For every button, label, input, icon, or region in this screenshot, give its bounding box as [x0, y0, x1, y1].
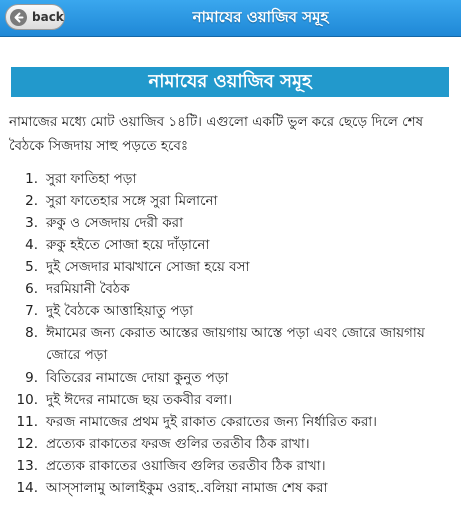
list-item: [0, 322, 461, 367]
list-item: [0, 168, 461, 190]
list-item: [0, 300, 461, 322]
list-item-text: দুই সেজদার মাঝখানে সোজা হয়ে বসা: [46, 259, 250, 275]
list-item: [0, 455, 461, 477]
list-item: [0, 433, 461, 455]
list-item-number: 14.: [16, 480, 38, 496]
list-item: [0, 477, 461, 499]
list-item-text: রুকু ও সেজদায় দেরী করা: [46, 215, 183, 231]
wajib-list: [0, 168, 461, 499]
list-item-number: 9.: [25, 370, 38, 386]
list-item: [0, 190, 461, 212]
list-item-number: 3.: [25, 215, 38, 231]
list-item: [0, 256, 461, 278]
list-item-text: দুই ঈদের নামাজে ছয় তকবীর বলা।: [46, 392, 233, 408]
section-banner: নামাযের ওয়াজিব সমূহ: [11, 67, 449, 97]
list-item-text: প্রত্যেক রাকাতের ফরজ গুলির তরতীব ঠিক রাখা।: [46, 436, 310, 452]
list-item-text: বিতিরের নামাজে দোয়া কুনুত পড়া: [46, 370, 229, 386]
list-item-text: সুরা ফাতিহা পড়া: [46, 171, 137, 187]
arrow-left-icon: [10, 9, 27, 26]
list-item-number: 12.: [16, 436, 38, 452]
list-item-number: 8.: [25, 325, 38, 341]
list-item: [0, 389, 461, 411]
intro-paragraph: নামাজের মধ্যে মোট ওয়াজিব ১৪টি। এগুলো একটি ভুল করে ছেড়ে দিলে শেষ বৈঠকে সিজদায় সাহু পড়তে হবেঃ: [9, 114, 424, 154]
list-item: [0, 367, 461, 389]
list-item-number: 4.: [25, 237, 38, 253]
list-item-text: আস্‌সালামু আলাইকুম ওরাহ..বলিয়া নামাজ শেষ করা: [46, 480, 328, 496]
list-item-text: দরমিয়ানী বৈঠক: [46, 281, 130, 297]
list-item-text: রুকু হইতে সোজা হয়ে দাঁড়ানো: [46, 237, 210, 253]
list-item-number: 7.: [25, 303, 38, 319]
back-button-label: back: [32, 10, 64, 24]
list-item-number: 13.: [16, 458, 38, 474]
list-item-text: দুই বৈঠকে আত্তাহিয়াতু পড়া: [46, 303, 194, 319]
list-item-number: 6.: [25, 281, 38, 297]
back-button[interactable]: [5, 4, 65, 30]
list-item-number: 2.: [25, 193, 38, 209]
list-item-number: 1.: [25, 171, 38, 187]
list-item: [0, 234, 461, 256]
list-item: [0, 212, 461, 234]
list-item-number: 5.: [25, 259, 38, 275]
list-item-number: 10.: [16, 392, 38, 408]
list-item-text: প্রত্যেক রাকাতের ওয়াজিব গুলির তরতীব ঠিক রাখা।: [46, 458, 326, 474]
list-item: [0, 278, 461, 300]
list-item-text: সুরা ফাতেহার সঙ্গে সুরা মিলানো: [46, 193, 218, 209]
top-bar: [0, 0, 461, 37]
page-title: নামাযের ওয়াজিব সমূহ: [192, 7, 329, 26]
list-item-number: 11.: [16, 414, 38, 430]
list-item: [0, 411, 461, 433]
list-item-text: ফরজ নামাজের প্রথম দুই রাকাত কেরাতের জন্য নির্ধারিত করা।: [46, 414, 377, 430]
list-item-text: ঈমামের জন্য কেরাত আস্তের জায়গায় আস্তে পড়া এবং জোরে জায়গায় জোরে পড়া: [46, 325, 425, 363]
